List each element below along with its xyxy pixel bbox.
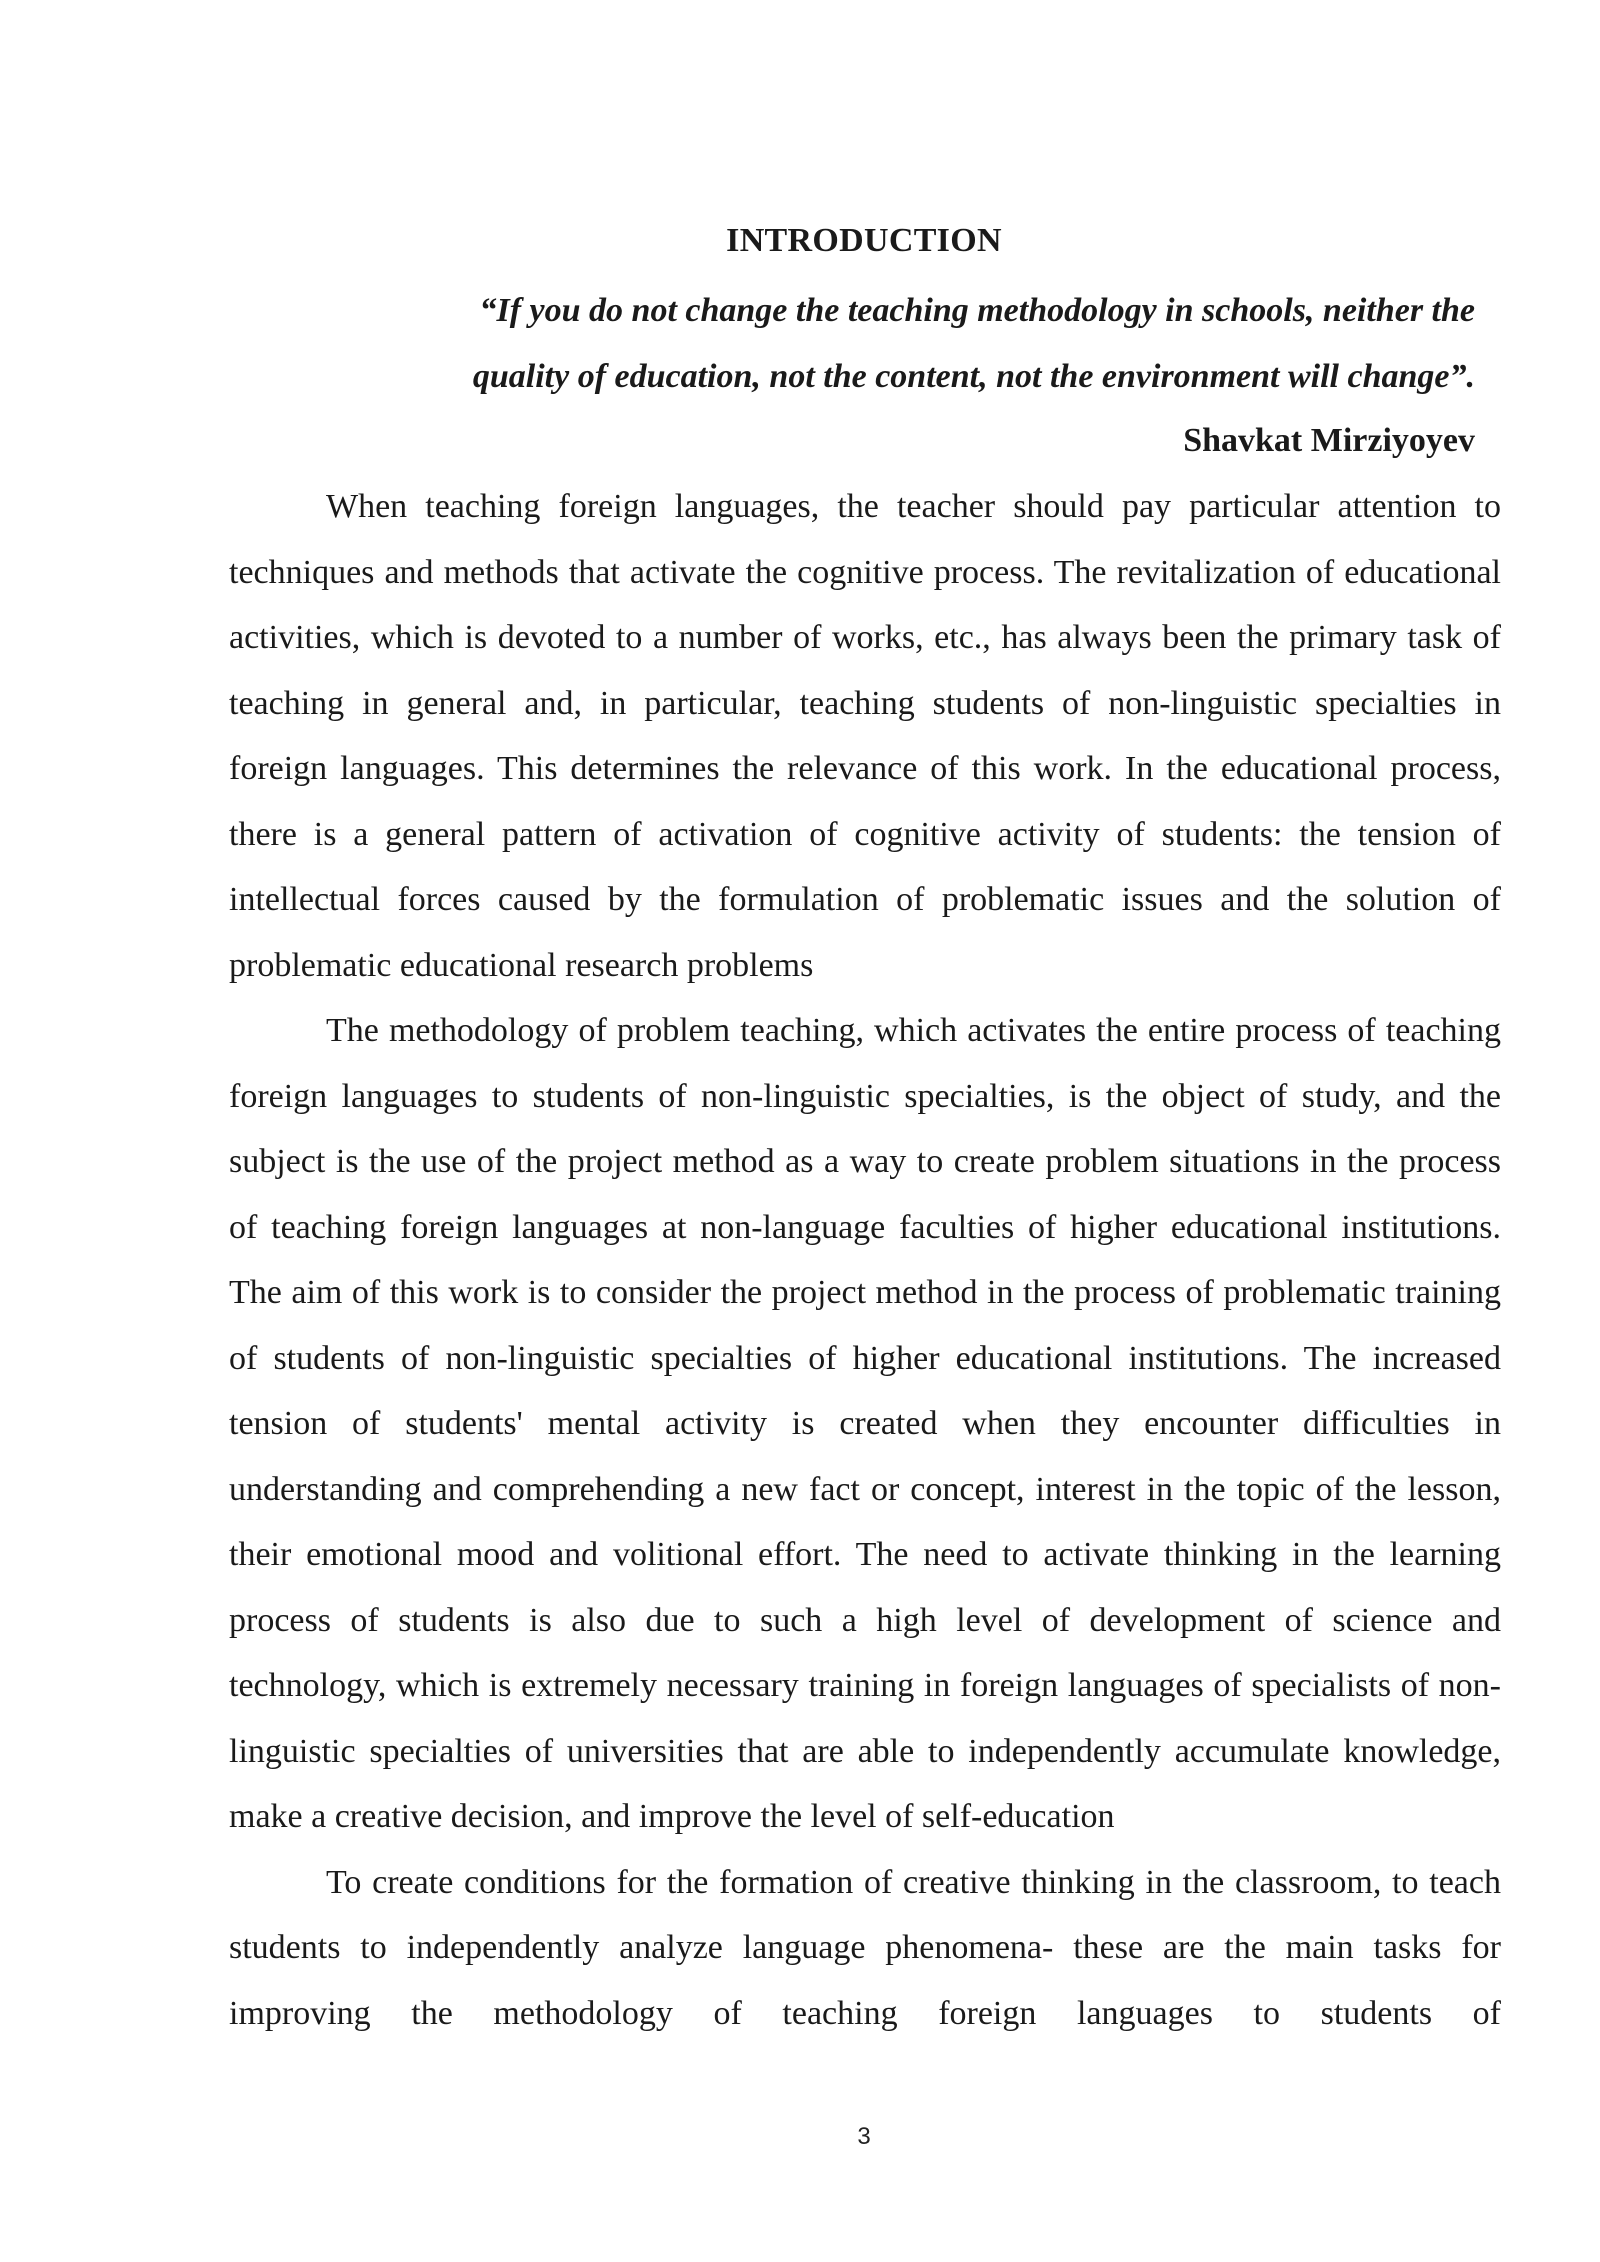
paragraph-3: To create conditions for the formation of creative thinking in the classroom, to teach students to independently analyze language phenomena- these are the main tasks for improving the methodology of teaching foreign languages to students of xyxy=(229,1863,1501,2032)
page-heading: INTRODUCTION xyxy=(726,222,1002,259)
body-text xyxy=(229,474,1501,2046)
epigraph-line-2: quality of education, not the content, not the environment will change”. xyxy=(472,357,1475,395)
paragraph-2: The methodology of problem teaching, which activates the entire process of teaching foreign languages to students of non-linguistic specialties, is the object of study, and the subject is the use of the project method as a way to create problem situations in the process of teaching foreign languages at non-language faculties of higher educational institutions. The aim of this work is to consider the project method in the process of problematic training of students of non-linguistic specialties of higher educational institutions. The increased tension of students' mental activity is created when they encounter difficulties in understanding and comprehending a new fact or concept, interest in the topic of the lesson, their emotional mood and volitional effort. The need to activate thinking in the learning process of students is also due to such a high level of development of science and technology, which is extremely necessary training in foreign languages of specialists of non-linguistic specialties of universities that are able to independently accumulate knowledge, make a creative decision, and improve the level of self-education xyxy=(229,1012,1501,1835)
paragraph-1: When teaching foreign languages, the teacher should pay particular attention to techniques and methods that activate the cognitive process. The revitalization of educational activities, which is devoted to a number of works, etc., has always been the primary task of teaching in general and, in particular, teaching students of non-linguistic specialties in foreign languages. This determines the relevance of this work. In the educational process, there is a general pattern of activation of cognitive activity of students: the tension of intellectual forces caused by the formulation of problematic issues and the solution of problematic educational research problems xyxy=(229,488,1501,984)
page-number: 3 xyxy=(857,2123,871,2150)
epigraph-author: Shavkat Mirziyoyev xyxy=(1183,422,1475,459)
epigraph-line-1: “If you do not change the teaching methodology in schools, neither the xyxy=(479,292,1475,329)
epigraph-quote xyxy=(345,278,1475,409)
